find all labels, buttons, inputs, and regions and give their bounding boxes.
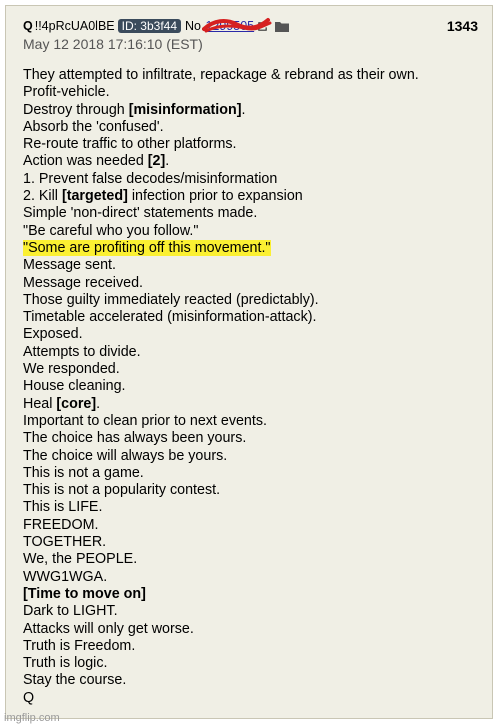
poster-name: Q	[23, 19, 33, 33]
folder-icon[interactable]	[275, 21, 289, 32]
post-line: They attempted to infiltrate, repackage & rebrand as their own.	[23, 67, 419, 83]
post-no-link[interactable]	[205, 19, 254, 33]
post-line: This is not a popularity contest.	[23, 482, 221, 499]
post-no-label: No.	[185, 19, 205, 33]
post-line: 2. Kill [targeted] infection prior to expansion	[23, 188, 303, 205]
post-number: 1343	[446, 18, 478, 34]
post-line: TOGETHER.	[23, 534, 107, 551]
post-line: We, the PEOPLE.	[23, 551, 138, 568]
post-line: Profit-vehicle.	[23, 84, 110, 101]
post-line: "Some are profiting off this movement."	[23, 239, 271, 256]
post-line: Timetable accelerated (misinformation-attack).	[23, 309, 317, 326]
watermark: imgflip.com	[4, 712, 60, 724]
post-line: Message received.	[23, 274, 143, 291]
post-line: Simple 'non-direct' statements made.	[23, 205, 258, 222]
post-line: "Be careful who you follow."	[23, 222, 199, 239]
post-line: Absorb the 'confused'.	[23, 118, 164, 135]
post-no-value[interactable]: 1299505	[205, 19, 255, 33]
post-line: Destroy through [misinformation].	[23, 101, 246, 118]
post-line: Important to clean prior to next events.	[23, 412, 267, 429]
post-header	[23, 17, 478, 35]
post-body	[23, 67, 482, 707]
post-date: May 12 2018 17:16:10 (EST)	[23, 36, 203, 52]
id-badge[interactable]: ID: 3b3f44	[118, 19, 181, 33]
post-line: [Time to move on]	[23, 585, 146, 602]
post-line: Exposed.	[23, 326, 83, 343]
post-line: Dark to LIGHT.	[23, 603, 118, 620]
post-line: Stay the course.	[23, 672, 127, 689]
tripcode: !!4pRcUA0lBE	[34, 19, 115, 33]
post-line: This is LIFE.	[23, 499, 103, 516]
post-line: The choice has always been yours.	[23, 430, 247, 447]
post-line: FREEDOM.	[23, 516, 99, 533]
post-line: Q	[23, 689, 35, 706]
post-line: WWG1WGA.	[23, 568, 108, 585]
post-line: Attacks will only get worse.	[23, 620, 194, 637]
post-container	[5, 5, 493, 719]
post-line: This is not a game.	[23, 464, 144, 481]
post-line: We responded.	[23, 361, 120, 378]
post-line: Heal [core].	[23, 395, 101, 412]
external-link-icon[interactable]	[257, 21, 268, 32]
post-line: Attempts to divide.	[23, 343, 141, 360]
post-line: 1. Prevent false decodes/misinformation	[23, 170, 278, 187]
post-line: Those guilty immediately reacted (predictably).	[23, 291, 319, 308]
post-line: The choice will always be yours.	[23, 447, 228, 464]
post-line: Truth is Freedom.	[23, 637, 136, 654]
post-line: Re-route traffic to other platforms.	[23, 136, 237, 153]
post-line: House cleaning.	[23, 378, 126, 395]
post-line: Action was needed [2].	[23, 153, 170, 170]
post-line: Truth is logic.	[23, 655, 108, 672]
post-line: Message sent.	[23, 257, 116, 274]
